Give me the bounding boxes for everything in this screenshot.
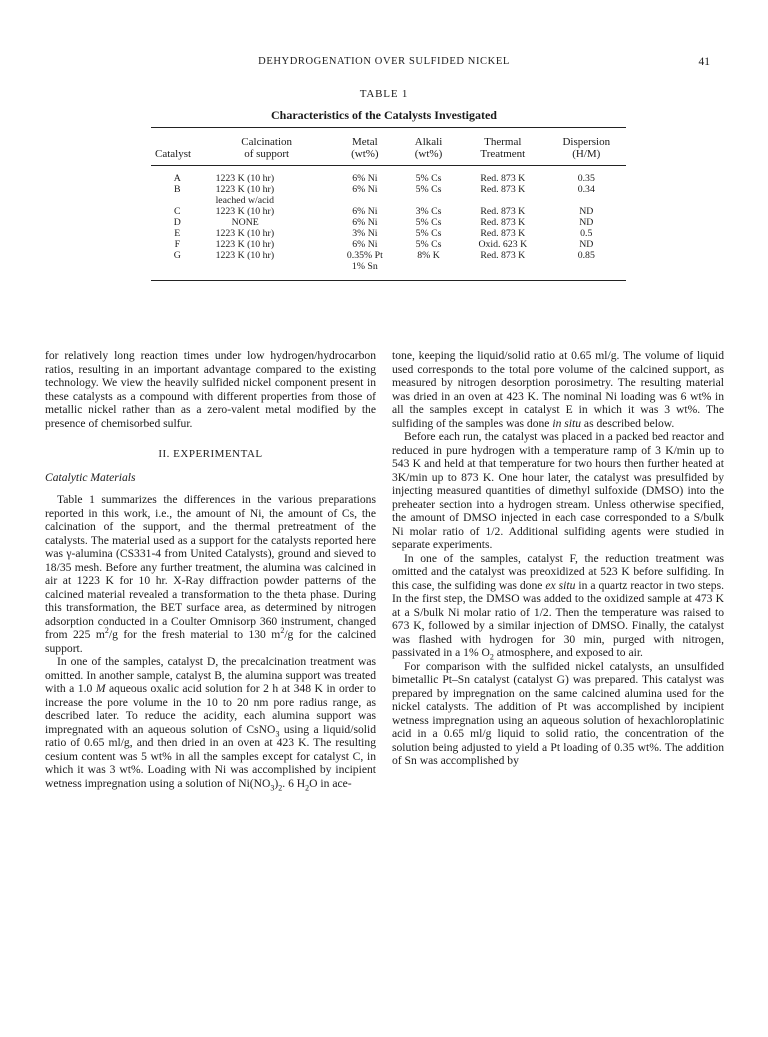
left-text-column — [45, 349, 376, 790]
catalyst-table — [151, 127, 626, 281]
cell-catalyst: E — [174, 228, 181, 239]
table-header — [151, 128, 626, 166]
cell-thermal: Oxid. 623 K — [478, 239, 528, 250]
section-heading: II. EXPERIMENTAL — [158, 448, 263, 460]
table-caption: Characteristics of the Catalysts Investigated — [271, 108, 497, 122]
paragraph: In one of the samples, catalyst D, the precalcination treatment was omitted. In another sample, catalyst B, the alumina support was treated with a 1.0 M aqueous oxalic acid solution for 2 h at 348 K in order to increase the pore volume in the 10 to 20 nm pore radius range, as described later. To reduce the acidity, each alumina support was impregnated with an aqueous solution of CsNO$_3$ using a liquid/solid ratio of 0.65 ml/g, and then dried in an oven at 423 K. The resulting cesium content was 5 wt% in all the samples except for catalyst C, in which it was 3 wt%. Loading with Ni was accomplished by incipient wetness impregnation using a solution of $Ni(NO_3)_2$. 6 $H_2O$ in ace- — [45, 655, 376, 792]
cell-catalyst: F — [174, 239, 181, 250]
cell-metal: 6% Ni — [352, 184, 378, 195]
cell-calcination: 1223 K (10 hr) — [215, 239, 275, 250]
table-header-row — [151, 128, 626, 166]
cell-catalyst: B — [174, 184, 181, 195]
page-number: 41 — [698, 56, 710, 68]
cell-alkali: 8% K — [417, 250, 440, 261]
cell-alkali: 5% Cs — [415, 228, 442, 239]
cell-metal: 3% Ni — [352, 228, 378, 239]
cell-calcination: 1223 K (10 hr) — [215, 206, 275, 217]
cell-calcination: 1223 K (10 hr) — [215, 228, 275, 239]
table-row — [151, 184, 626, 206]
cell-thermal: Red. 873 K — [480, 206, 526, 217]
cell-dispersion: ND — [579, 239, 594, 250]
cell-dispersion: ND — [579, 206, 594, 217]
table-label: TABLE 1 — [359, 88, 409, 100]
cell-thermal: Red. 873 K — [480, 217, 526, 228]
cell-alkali: 5% Cs — [415, 239, 442, 250]
cell-metal: 6% Ni — [352, 206, 378, 217]
cell-catalyst: C — [174, 206, 181, 217]
col-header-catalyst: Catalyst — [155, 148, 192, 160]
right-text-column — [392, 349, 724, 768]
paragraph: For comparison with the sulfided nickel catalysts, an unsulfided bimetallic Pt–Sn catalyst (catalyst G) was prepared. This catalyst was prepared by impregnation on the same calcined alumina used for the nickel catalysts. The addition of Pt was accomplished by incipient wetness impregnation using an aqueous solution of hexachloroplatinic acid in a 0.65 ml/g liquid to solid ratio, the concentration of the solution being adjusted to yield a Pt loading of 0.35 wt%. The addition of Sn was accomplished by — [392, 659, 724, 767]
cell-thermal: Red. 873 K — [480, 250, 526, 261]
cell-thermal: Red. 873 K — [480, 173, 526, 184]
cell-catalyst: A — [173, 173, 181, 184]
cell-dispersion: 0.5 — [580, 228, 593, 239]
catalyst-table-container — [151, 127, 626, 281]
col-header-alkali: Alkali (wt%) — [414, 136, 443, 160]
table-row — [151, 166, 626, 185]
running-title: DEHYDROGENATION OVER SULFIDED NICKEL — [258, 56, 510, 67]
col-header-metal: Metal (wt%) — [351, 136, 379, 160]
cell-metal-second: 1% Sn — [351, 261, 378, 272]
subsection-heading: Catalytic Materials — [45, 470, 136, 484]
table-row — [151, 239, 626, 250]
cell-calcination-note: leached w/acid — [215, 195, 275, 206]
cell-alkali: 3% Cs — [415, 206, 442, 217]
col-header-dispersion: Dispersion (H/M) — [562, 136, 611, 160]
cell-metal: 0.35% Pt 1% Sn — [332, 250, 398, 281]
cell-catalyst: D — [173, 217, 181, 228]
cell-calcination: NONE — [231, 217, 259, 228]
paragraph: Table 1 summarizes the differences in the various preparations reported in this work, i.e., the amount of Ni, the amount of Cs, the calcination of the support, and the thermal pretreatment of the catalysts. The material used as a support for the catalysts reported here was γ-alumina (CS331-4 from United Catalysts), ground and sieved to 18/35 mesh. Before any further treatment, the alumina was calcined in air at 1223 K for 10 hr. X-Ray diffraction powder patterns of the calcined material revealed a transformation to the theta phase. During this transformation, the BET surface area, as determined by nitrogen adsorption conducted in a Coulter Omnisorp 360 instrument, changed from 225 $m^2/g$ for the fresh material to 130 $m^2/g$ for the calcined support. — [45, 493, 377, 655]
col-header-calcination: Calcination of support — [241, 136, 293, 160]
cell-dispersion: 0.35 — [577, 173, 595, 184]
cell-metal: 6% Ni — [352, 217, 378, 228]
cell-dispersion: 0.85 — [577, 250, 595, 261]
cell-thermal: Red. 873 K — [480, 184, 526, 195]
cell-calcination: 1223 K (10 hr) — [215, 250, 275, 261]
paragraph: for relatively long reaction times under low hydrogen/hydrocarbon ratios, resulting in an important advantage compared to the existing technology. We view the heavily sulfided nickel component present in these catalysts as a compound with different properties from those of metallic nickel rather than as a zero-valent metal modified by the presence of chemisorbed sulfur. — [45, 349, 376, 430]
paragraph: tone, keeping the liquid/solid ratio at 0.65 ml/g. The volume of liquid used corresponds to the total pore volume of the calcined support, as measured by nitrogen desorption porosimetry. The resulting material was dried in an oven at 423 K. The nominal Ni loading was 6 wt% in all the samples except in catalyst E in which it was 3 wt%. The sulfiding of the samples was done in situ as described below. — [392, 349, 724, 430]
table-row — [151, 206, 626, 217]
cell-thermal: Red. 873 K — [480, 228, 526, 239]
cell-alkali: 5% Cs — [415, 173, 442, 184]
running-head — [0, 56, 768, 72]
table-body — [151, 166, 626, 281]
table-row — [151, 250, 626, 281]
cell-calcination: 1223 K (10 hr) — [215, 173, 275, 184]
table-row — [151, 228, 626, 239]
paragraph: Before each run, the catalyst was placed in a packed bed reactor and reduced in pure hydrogen with a temperature ramp of 3 K/min up to 543 K and held at that temperature for two hours then further heated at 3K/min up to 873 K. One hour later, the catalyst was presulfided by injecting measured quantities of dimethyl sulfoxide (DMSO) into the preheater section into a hydrogen stream. Unless otherwise specified, the amount of DMSO injected in each case corresponded to a S/bulk Ni molar ratio of 1/2. Additional sulfiding agents were studied in separate experiments. — [392, 430, 724, 551]
cell-dispersion: ND — [579, 217, 594, 228]
cell-dispersion: 0.34 — [577, 184, 595, 195]
col-header-thermal: Thermal Treatment — [480, 136, 526, 160]
cell-catalyst: G — [173, 250, 181, 261]
cell-metal: 6% Ni — [352, 173, 378, 184]
cell-metal: 6% Ni — [352, 239, 378, 250]
cell-calcination: 1223 K (10 hr) leached w/acid — [202, 184, 332, 206]
paragraph: In one of the samples, catalyst F, the reduction treatment was omitted and the catalyst was preoxidized at 523 K before sulfiding. In this case, the sulfiding was done ex situ in a quartz reactor in two steps. In the first step, the DMSO was added to the oxidized sample at 473 K at a S/bulk Ni molar ratio of 1/2. Then the temperature was raised to 673 K, followed by a similar injection of DMSO. Finally, the catalyst was flashed with hydrogen for 30 min, purged with nitrogen, passivated in a 1% $O_2$ atmosphere, and exposed to air. — [392, 551, 724, 662]
cell-alkali: 5% Cs — [415, 184, 442, 195]
cell-alkali: 5% Cs — [415, 217, 442, 228]
table-row — [151, 217, 626, 228]
